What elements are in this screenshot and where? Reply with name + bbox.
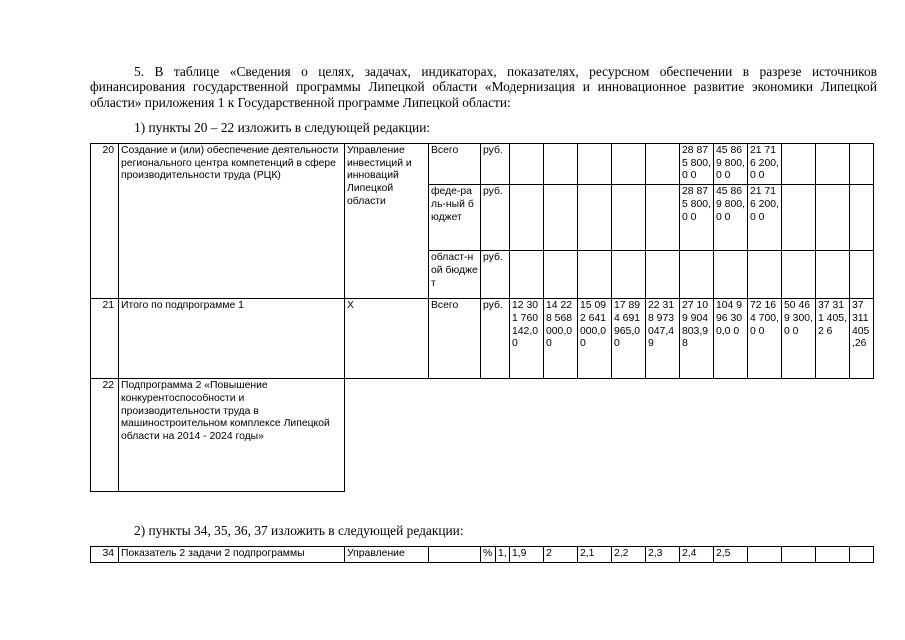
item-2-heading: 2) пункты 34, 35, 36, 37 изложить в следующей редакции: bbox=[134, 523, 464, 538]
value-cell: 2,1 bbox=[578, 547, 612, 563]
value-cell: 28 875 800,0 0 bbox=[680, 185, 714, 251]
row-number: 22 bbox=[91, 379, 119, 492]
unit-cell: руб. bbox=[481, 251, 510, 299]
value-cell: 2,2 bbox=[612, 547, 646, 563]
row-number: 20 bbox=[91, 144, 119, 299]
table-row bbox=[91, 379, 874, 492]
value-cell: 45 869 800,0 0 bbox=[714, 185, 748, 251]
row-executor: Х bbox=[345, 299, 429, 379]
value-cell: 22 318 973 047,4 9 bbox=[646, 299, 680, 379]
value-cell: 12 301 760 142,0 0 bbox=[510, 299, 544, 379]
value-cell: 21 716 200,0 0 bbox=[748, 185, 782, 251]
value-cell: 2,4 bbox=[680, 547, 714, 563]
value-cell: 2,5 bbox=[714, 547, 748, 563]
unit-cell: % bbox=[481, 547, 496, 563]
value-cell: 45 869 800,0 0 bbox=[714, 144, 748, 185]
table-row bbox=[91, 299, 874, 379]
value-cell: 14 228 568 000,0 0 bbox=[544, 299, 578, 379]
value-cell: 104 996 300,0 0 bbox=[714, 299, 748, 379]
value-cell: 1,9 bbox=[510, 547, 544, 563]
value-cell: 27 109 904 803,9 8 bbox=[680, 299, 714, 379]
unit-cell: руб. bbox=[481, 185, 510, 251]
value-cell: 37 311 405,2 6 bbox=[816, 299, 850, 379]
value-cell: 37 311 405 ,26 bbox=[850, 299, 874, 379]
table-points-20-22 bbox=[90, 143, 874, 492]
row-name: Подпрограмма 2 «Повышение конкурентоспособности и производительности труда в машиностроительном комплексе Липецкой области на 2014 - 2024 годы» bbox=[119, 379, 345, 492]
value-cell: 72 164 700,0 0 bbox=[748, 299, 782, 379]
source-cell: област-ной бюджет bbox=[429, 251, 481, 299]
row-name: Создание и (или) обеспечение деятельности регионального центра компетенций в сфере производительности труда (РЦК) bbox=[119, 144, 345, 299]
row-number: 21 bbox=[91, 299, 119, 379]
source-cell: феде-ра ль-ный бюджет bbox=[429, 185, 481, 251]
row-name: Показатель 2 задачи 2 подпрограммы bbox=[119, 547, 345, 563]
table-row bbox=[91, 144, 874, 185]
source-cell: Всего bbox=[429, 144, 481, 185]
value-cell: 2 bbox=[544, 547, 578, 563]
value-cell: 50 469 300,0 0 bbox=[782, 299, 816, 379]
table-points-34-37 bbox=[90, 546, 874, 563]
intro-paragraph: 5. В таблице «Сведения о целях, задачах, индикаторах, показателях, ресурсном обеспечении в разрезе источников финансирования государственной программы Липецкой области «Модернизация и инновационное развитие экономики Липецкой области» приложения 1 к Государственной программе Липецкой области: bbox=[90, 64, 877, 110]
value-cell: 17 894 691 965,0 0 bbox=[612, 299, 646, 379]
row-number: 34 bbox=[91, 547, 119, 563]
value-cell: 21 716 200,0 0 bbox=[748, 144, 782, 185]
unit-cell: руб. bbox=[481, 299, 510, 379]
table-row bbox=[91, 547, 874, 563]
source-cell: Всего bbox=[429, 299, 481, 379]
value-cell: 15 092 641 000,0 0 bbox=[578, 299, 612, 379]
row-executor: Управление bbox=[345, 547, 429, 563]
row-executor: Управление инвестиций и инноваций Липецкой области bbox=[345, 144, 429, 299]
value-cell: 1, bbox=[496, 547, 510, 563]
row-name: Итого по подпрограмме 1 bbox=[119, 299, 345, 379]
value-cell: 28 875 800,0 0 bbox=[680, 144, 714, 185]
value-cell: 2,3 bbox=[646, 547, 680, 563]
item-1-heading: 1) пункты 20 – 22 изложить в следующей редакции: bbox=[134, 120, 431, 135]
unit-cell: руб. bbox=[481, 144, 510, 185]
